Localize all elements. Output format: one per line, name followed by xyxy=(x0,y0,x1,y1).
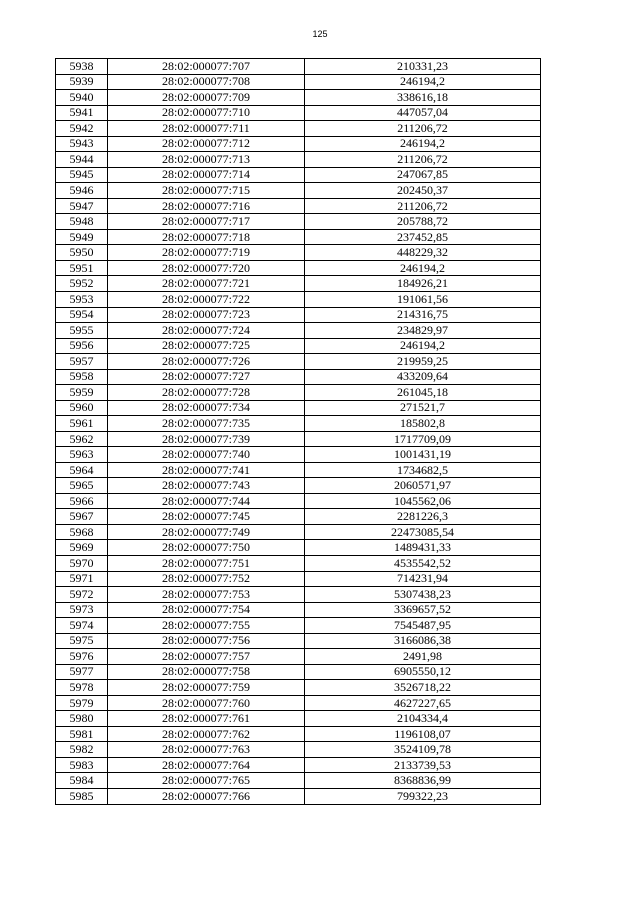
table-row xyxy=(56,571,541,587)
cadastral-number-cell: 28:02:000077:753 xyxy=(108,587,305,603)
table-row xyxy=(56,260,541,276)
row-number-cell: 5943 xyxy=(56,136,108,152)
table-row xyxy=(56,323,541,339)
table-row xyxy=(56,198,541,214)
table-row xyxy=(56,183,541,199)
cadastral-number-cell: 28:02:000077:735 xyxy=(108,416,305,432)
cadastral-number-cell: 28:02:000077:727 xyxy=(108,369,305,385)
cadastral-number-cell: 28:02:000077:765 xyxy=(108,773,305,789)
table-row xyxy=(56,633,541,649)
row-number-cell: 5939 xyxy=(56,74,108,90)
data-table xyxy=(55,58,541,805)
row-number-cell: 5981 xyxy=(56,726,108,742)
row-number-cell: 5965 xyxy=(56,478,108,494)
value-cell: 2281226,3 xyxy=(305,509,541,525)
table-row xyxy=(56,773,541,789)
row-number-cell: 5979 xyxy=(56,695,108,711)
value-cell: 214316,75 xyxy=(305,307,541,323)
cadastral-number-cell: 28:02:000077:707 xyxy=(108,59,305,75)
row-number-cell: 5982 xyxy=(56,742,108,758)
table-row xyxy=(56,105,541,121)
cadastral-number-cell: 28:02:000077:764 xyxy=(108,757,305,773)
row-number-cell: 5952 xyxy=(56,276,108,292)
table-row xyxy=(56,664,541,680)
value-cell: 1045562,06 xyxy=(305,493,541,509)
cadastral-number-cell: 28:02:000077:749 xyxy=(108,524,305,540)
cadastral-number-cell: 28:02:000077:713 xyxy=(108,152,305,168)
row-number-cell: 5941 xyxy=(56,105,108,121)
table-row xyxy=(56,447,541,463)
cadastral-number-cell: 28:02:000077:710 xyxy=(108,105,305,121)
value-cell: 205788,72 xyxy=(305,214,541,230)
cadastral-number-cell: 28:02:000077:755 xyxy=(108,618,305,634)
row-number-cell: 5947 xyxy=(56,198,108,214)
value-cell: 1717709,09 xyxy=(305,431,541,447)
value-cell: 338616,18 xyxy=(305,90,541,106)
table-row xyxy=(56,742,541,758)
row-number-cell: 5973 xyxy=(56,602,108,618)
value-cell: 447057,04 xyxy=(305,105,541,121)
cadastral-number-cell: 28:02:000077:763 xyxy=(108,742,305,758)
cadastral-number-cell: 28:02:000077:716 xyxy=(108,198,305,214)
row-number-cell: 5976 xyxy=(56,649,108,665)
table-row xyxy=(56,338,541,354)
row-number-cell: 5948 xyxy=(56,214,108,230)
value-cell: 185802,8 xyxy=(305,416,541,432)
row-number-cell: 5957 xyxy=(56,354,108,370)
row-number-cell: 5953 xyxy=(56,291,108,307)
value-cell: 2104334,4 xyxy=(305,711,541,727)
row-number-cell: 5968 xyxy=(56,524,108,540)
table-row xyxy=(56,385,541,401)
table-row xyxy=(56,214,541,230)
cadastral-number-cell: 28:02:000077:762 xyxy=(108,726,305,742)
row-number-cell: 5942 xyxy=(56,121,108,137)
cadastral-number-cell: 28:02:000077:712 xyxy=(108,136,305,152)
row-number-cell: 5985 xyxy=(56,788,108,804)
value-cell: 7545487,95 xyxy=(305,618,541,634)
value-cell: 237452,85 xyxy=(305,229,541,245)
table-row xyxy=(56,524,541,540)
cadastral-number-cell: 28:02:000077:744 xyxy=(108,493,305,509)
table-row xyxy=(56,167,541,183)
table-row xyxy=(56,90,541,106)
cadastral-number-cell: 28:02:000077:740 xyxy=(108,447,305,463)
cadastral-number-cell: 28:02:000077:719 xyxy=(108,245,305,261)
cadastral-number-cell: 28:02:000077:757 xyxy=(108,649,305,665)
value-cell: 5307438,23 xyxy=(305,587,541,603)
value-cell: 2060571,97 xyxy=(305,478,541,494)
row-number-cell: 5958 xyxy=(56,369,108,385)
value-cell: 202450,37 xyxy=(305,183,541,199)
cadastral-number-cell: 28:02:000077:725 xyxy=(108,338,305,354)
row-number-cell: 5949 xyxy=(56,229,108,245)
row-number-cell: 5960 xyxy=(56,400,108,416)
row-number-cell: 5969 xyxy=(56,540,108,556)
value-cell: 3166086,38 xyxy=(305,633,541,649)
value-cell: 1001431,19 xyxy=(305,447,541,463)
value-cell: 4627227,65 xyxy=(305,695,541,711)
table-row xyxy=(56,229,541,245)
table-row xyxy=(56,726,541,742)
cadastral-number-cell: 28:02:000077:709 xyxy=(108,90,305,106)
cadastral-number-cell: 28:02:000077:714 xyxy=(108,167,305,183)
value-cell: 211206,72 xyxy=(305,121,541,137)
cadastral-number-cell: 28:02:000077:721 xyxy=(108,276,305,292)
cadastral-number-cell: 28:02:000077:720 xyxy=(108,260,305,276)
cadastral-number-cell: 28:02:000077:726 xyxy=(108,354,305,370)
cadastral-number-cell: 28:02:000077:759 xyxy=(108,680,305,696)
cadastral-number-cell: 28:02:000077:741 xyxy=(108,462,305,478)
cadastral-number-cell: 28:02:000077:754 xyxy=(108,602,305,618)
value-cell: 271521,7 xyxy=(305,400,541,416)
value-cell: 433209,64 xyxy=(305,369,541,385)
table-row xyxy=(56,416,541,432)
row-number-cell: 5983 xyxy=(56,757,108,773)
row-number-cell: 5946 xyxy=(56,183,108,199)
value-cell: 3526718,22 xyxy=(305,680,541,696)
value-cell: 191061,56 xyxy=(305,291,541,307)
value-cell: 2133739,53 xyxy=(305,757,541,773)
cadastral-number-cell: 28:02:000077:722 xyxy=(108,291,305,307)
row-number-cell: 5938 xyxy=(56,59,108,75)
table-row xyxy=(56,556,541,572)
table-row xyxy=(56,245,541,261)
value-cell: 234829,97 xyxy=(305,323,541,339)
cadastral-number-cell: 28:02:000077:751 xyxy=(108,556,305,572)
cadastral-number-cell: 28:02:000077:717 xyxy=(108,214,305,230)
table-row xyxy=(56,478,541,494)
table-row xyxy=(56,788,541,804)
table-row xyxy=(56,369,541,385)
row-number-cell: 5977 xyxy=(56,664,108,680)
value-cell: 246194,2 xyxy=(305,136,541,152)
cadastral-number-cell: 28:02:000077:760 xyxy=(108,695,305,711)
table-row xyxy=(56,711,541,727)
row-number-cell: 5962 xyxy=(56,431,108,447)
table-row xyxy=(56,509,541,525)
table-row xyxy=(56,276,541,292)
value-cell: 714231,94 xyxy=(305,571,541,587)
table-row xyxy=(56,587,541,603)
cadastral-number-cell: 28:02:000077:724 xyxy=(108,323,305,339)
row-number-cell: 5984 xyxy=(56,773,108,789)
cadastral-number-cell: 28:02:000077:752 xyxy=(108,571,305,587)
row-number-cell: 5950 xyxy=(56,245,108,261)
value-cell: 3369657,52 xyxy=(305,602,541,618)
table-row xyxy=(56,602,541,618)
row-number-cell: 5961 xyxy=(56,416,108,432)
cadastral-number-cell: 28:02:000077:728 xyxy=(108,385,305,401)
value-cell: 8368836,99 xyxy=(305,773,541,789)
row-number-cell: 5940 xyxy=(56,90,108,106)
value-cell: 2491,98 xyxy=(305,649,541,665)
row-number-cell: 5955 xyxy=(56,323,108,339)
cadastral-number-cell: 28:02:000077:718 xyxy=(108,229,305,245)
table-row xyxy=(56,307,541,323)
table-row xyxy=(56,121,541,137)
table-row xyxy=(56,680,541,696)
cadastral-number-cell: 28:02:000077:756 xyxy=(108,633,305,649)
row-number-cell: 5945 xyxy=(56,167,108,183)
value-cell: 1489431,33 xyxy=(305,540,541,556)
value-cell: 4535542,52 xyxy=(305,556,541,572)
cadastral-number-cell: 28:02:000077:745 xyxy=(108,509,305,525)
row-number-cell: 5975 xyxy=(56,633,108,649)
row-number-cell: 5980 xyxy=(56,711,108,727)
row-number-cell: 5974 xyxy=(56,618,108,634)
value-cell: 799322,23 xyxy=(305,788,541,804)
value-cell: 184926,21 xyxy=(305,276,541,292)
table-body xyxy=(56,59,541,805)
value-cell: 1196108,07 xyxy=(305,726,541,742)
value-cell: 1734682,5 xyxy=(305,462,541,478)
row-number-cell: 5954 xyxy=(56,307,108,323)
value-cell: 247067,85 xyxy=(305,167,541,183)
row-number-cell: 5964 xyxy=(56,462,108,478)
cadastral-number-cell: 28:02:000077:758 xyxy=(108,664,305,680)
row-number-cell: 5959 xyxy=(56,385,108,401)
row-number-cell: 5963 xyxy=(56,447,108,463)
table-row xyxy=(56,649,541,665)
table-row xyxy=(56,431,541,447)
table-row xyxy=(56,152,541,168)
value-cell: 211206,72 xyxy=(305,152,541,168)
table-row xyxy=(56,493,541,509)
cadastral-number-cell: 28:02:000077:715 xyxy=(108,183,305,199)
page-number: 125 xyxy=(312,29,328,39)
row-number-cell: 5967 xyxy=(56,509,108,525)
row-number-cell: 5944 xyxy=(56,152,108,168)
row-number-cell: 5966 xyxy=(56,493,108,509)
value-cell: 211206,72 xyxy=(305,198,541,214)
value-cell: 246194,2 xyxy=(305,338,541,354)
table-row xyxy=(56,136,541,152)
table-row xyxy=(56,354,541,370)
cadastral-number-cell: 28:02:000077:761 xyxy=(108,711,305,727)
table-row xyxy=(56,618,541,634)
row-number-cell: 5971 xyxy=(56,571,108,587)
row-number-cell: 5956 xyxy=(56,338,108,354)
cadastral-number-cell: 28:02:000077:743 xyxy=(108,478,305,494)
value-cell: 448229,32 xyxy=(305,245,541,261)
table-row xyxy=(56,695,541,711)
row-number-cell: 5970 xyxy=(56,556,108,572)
table-row xyxy=(56,540,541,556)
cadastral-number-cell: 28:02:000077:734 xyxy=(108,400,305,416)
value-cell: 246194,2 xyxy=(305,260,541,276)
cadastral-number-cell: 28:02:000077:708 xyxy=(108,74,305,90)
cadastral-number-cell: 28:02:000077:711 xyxy=(108,121,305,137)
table-row xyxy=(56,291,541,307)
table-row xyxy=(56,74,541,90)
row-number-cell: 5972 xyxy=(56,587,108,603)
value-cell: 3524109,78 xyxy=(305,742,541,758)
value-cell: 219959,25 xyxy=(305,354,541,370)
table-row xyxy=(56,400,541,416)
cadastral-number-cell: 28:02:000077:739 xyxy=(108,431,305,447)
cadastral-number-cell: 28:02:000077:766 xyxy=(108,788,305,804)
value-cell: 246194,2 xyxy=(305,74,541,90)
table-row xyxy=(56,59,541,75)
value-cell: 210331,23 xyxy=(305,59,541,75)
row-number-cell: 5951 xyxy=(56,260,108,276)
value-cell: 22473085,54 xyxy=(305,524,541,540)
table-row xyxy=(56,757,541,773)
row-number-cell: 5978 xyxy=(56,680,108,696)
value-cell: 6905550,12 xyxy=(305,664,541,680)
value-cell: 261045,18 xyxy=(305,385,541,401)
table-row xyxy=(56,462,541,478)
cadastral-number-cell: 28:02:000077:723 xyxy=(108,307,305,323)
cadastral-number-cell: 28:02:000077:750 xyxy=(108,540,305,556)
